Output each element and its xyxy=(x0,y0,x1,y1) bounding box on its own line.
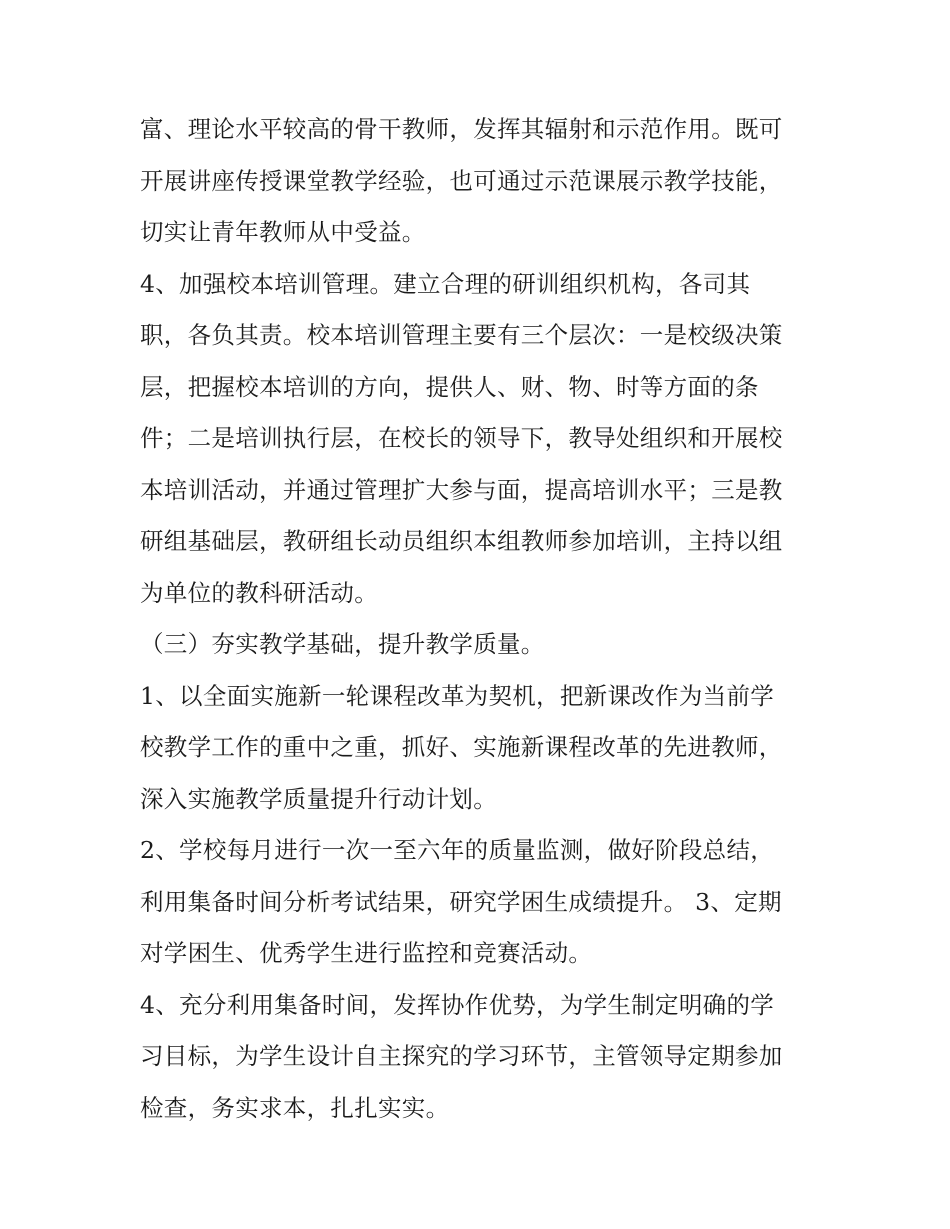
text-line: 习目标，为学生设计自主探究的学习环节，主管领导定期参加 xyxy=(140,1042,783,1070)
text-line: 件；二是培训执行层，在校长的领导下，教导处组织和开展校 xyxy=(140,424,783,452)
text-line: 利用集备时间分析考试结果，研究学困生成绩提升。 3、定期 xyxy=(140,887,782,916)
text-line: 层，把握校本培训的方向，提供人、财、物、时等方面的条 xyxy=(140,372,759,401)
text-line: 2、学校每月进行一次一至六年的质量监测，做好阶段总结， xyxy=(140,836,775,864)
text-line: 深入实施教学质量提升行动计划。 xyxy=(140,784,497,813)
section-heading: （三）夯实教学基础，提升教学质量。 xyxy=(140,630,545,658)
text-line: 检查，务实求本，扎扎实实。 xyxy=(140,1093,450,1122)
text-line: 职，各负其责。校本培训管理主要有三个层次：一是校级决策 xyxy=(140,321,783,349)
text-line: 对学困生、优秀学生进行监控和竞赛活动。 xyxy=(140,939,593,967)
text-line: 4、充分利用集备时间，发挥协作优势，为学生制定明确的学 xyxy=(140,990,775,1019)
text-line: 研组基础层，教研组长动员组织本组教师参加培训，主持以组 xyxy=(140,527,783,555)
text-line: 切实让青年教师从中受益。 xyxy=(140,218,426,246)
text-line: 开展讲座传授课堂教学经验，也可通过示范课展示教学技能， xyxy=(140,166,783,195)
text-line: 为单位的教科研活动。 xyxy=(140,578,378,607)
text-line: 富、理论水平较高的骨干教师，发挥其辐射和示范作用。既可 xyxy=(140,115,783,143)
text-line: 4、加强校本培训管理。建立合理的研训组织机构，各司其 xyxy=(140,269,751,298)
text-line: 1、以全面实施新一轮课程改革为契机，把新课改作为当前学 xyxy=(140,681,775,710)
document-body xyxy=(140,104,820,1134)
text-line: 本培训活动，并通过管理扩大参与面，提高培训水平；三是教 xyxy=(140,475,783,504)
text-line: 校教学工作的重中之重，抓好、实施新课程改革的先进教师， xyxy=(140,733,783,761)
